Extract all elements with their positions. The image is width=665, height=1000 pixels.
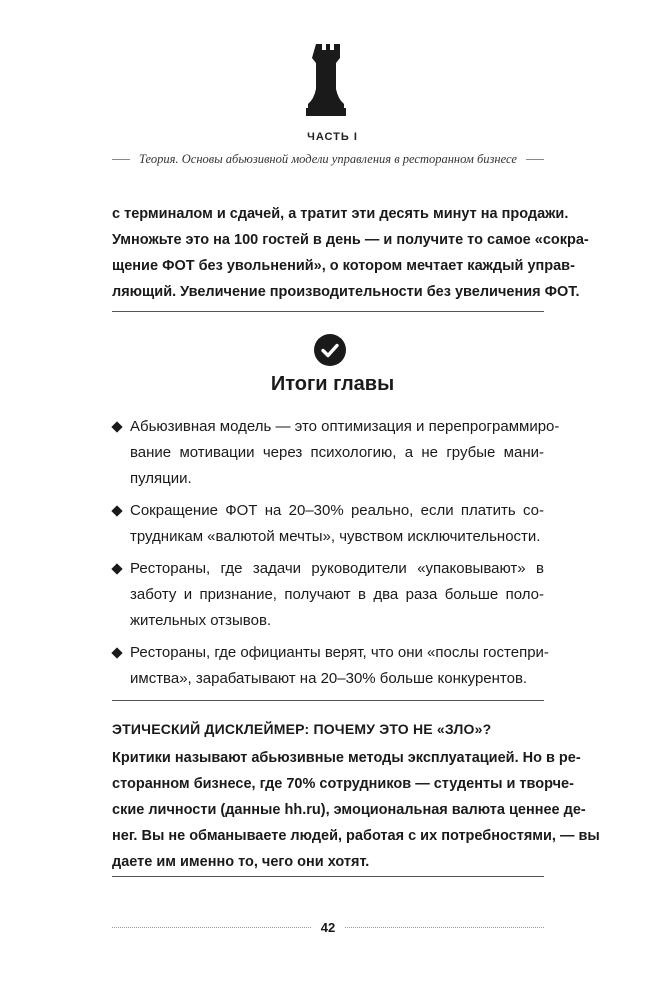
part-title: Теория. Основы абьюзивной модели управления в ресторанном бизнесе	[139, 151, 517, 166]
intro-paragraph	[112, 201, 589, 305]
paragraph-line: Критики называют абьюзивные методы эксплуатацией. Но в ре-	[112, 750, 581, 766]
list-item	[112, 640, 549, 692]
list-item	[112, 414, 560, 492]
diamond-bullet-icon	[111, 421, 122, 432]
diamond-bullet-icon	[111, 647, 122, 658]
section-divider	[112, 311, 544, 312]
list-item	[112, 498, 544, 550]
list-item-line: Сокращение ФОТ на 20–30% реально, если платить со-	[130, 502, 544, 519]
disclaimer-paragraph	[112, 745, 600, 875]
footer-dots-right	[345, 927, 544, 928]
list-item-line: Рестораны, где официанты верят, что они «послы гостепри-	[130, 644, 549, 661]
diamond-bullet-icon	[111, 563, 122, 574]
paragraph-line: ские личности (данные hh.ru), эмоциональная валюта ценнее де-	[112, 802, 586, 818]
header-dash-right	[526, 159, 544, 160]
summary-title: Итоги главы	[270, 373, 395, 395]
section-divider	[112, 876, 544, 877]
list-item-line: заботу и признание, получают в два раза больше поло-	[130, 586, 544, 603]
diamond-bullet-icon	[111, 505, 122, 516]
footer-dots-left	[112, 927, 311, 928]
checkmark-circle-icon	[314, 334, 346, 366]
running-header	[112, 150, 544, 168]
paragraph-line: нег. Вы не обманываете людей, работая с их потребностями, — вы	[112, 828, 600, 844]
paragraph-line: Умножьте это на 100 гостей в день — и получите то самое «сокра-	[112, 232, 589, 248]
list-item-line: трудникам «валютой мечты», чувством исключительности.	[130, 528, 541, 545]
summary-list	[112, 414, 560, 698]
page-footer	[112, 917, 544, 937]
paragraph-line: щение ФОТ без увольнений», о котором мечтает каждый управ-	[112, 258, 575, 274]
paragraph-line: сторанном бизнесе, где 70% сотрудников — студенты и творче-	[112, 776, 574, 792]
header-dash-left	[112, 159, 130, 160]
list-item-line: имства», зарабатывают на 20–30% больше конкурентов.	[130, 670, 528, 687]
disclaimer-heading: ЭТИЧЕСКИЙ ДИСКЛЕЙМЕР: ПОЧЕМУ ЭТО НЕ «ЗЛО»?	[112, 721, 492, 737]
list-item	[112, 556, 544, 634]
list-item-line: Абьюзивная модель — это оптимизация и перепрограммиро-	[130, 418, 560, 435]
section-divider	[112, 700, 544, 701]
list-item-line: пуляции.	[130, 470, 192, 487]
paragraph-line: даете им именно то, чего они хотят.	[112, 854, 370, 870]
list-item-line: Рестораны, где задачи руководители «упаковывают» в	[130, 560, 544, 577]
paragraph-line: с терминалом и сдачей, а тратит эти десять минут на продажи.	[112, 206, 569, 222]
list-item-line: вание мотивации через психологию, а не грубые мани-	[130, 444, 544, 461]
list-item-line: жительных отзывов.	[130, 612, 272, 629]
part-label: ЧАСТЬ I	[307, 131, 358, 143]
chess-rook-icon	[306, 44, 350, 122]
paragraph-line: ляющий. Увеличение производительности без увеличения ФОТ.	[112, 284, 580, 300]
page-number: 42	[320, 919, 336, 935]
